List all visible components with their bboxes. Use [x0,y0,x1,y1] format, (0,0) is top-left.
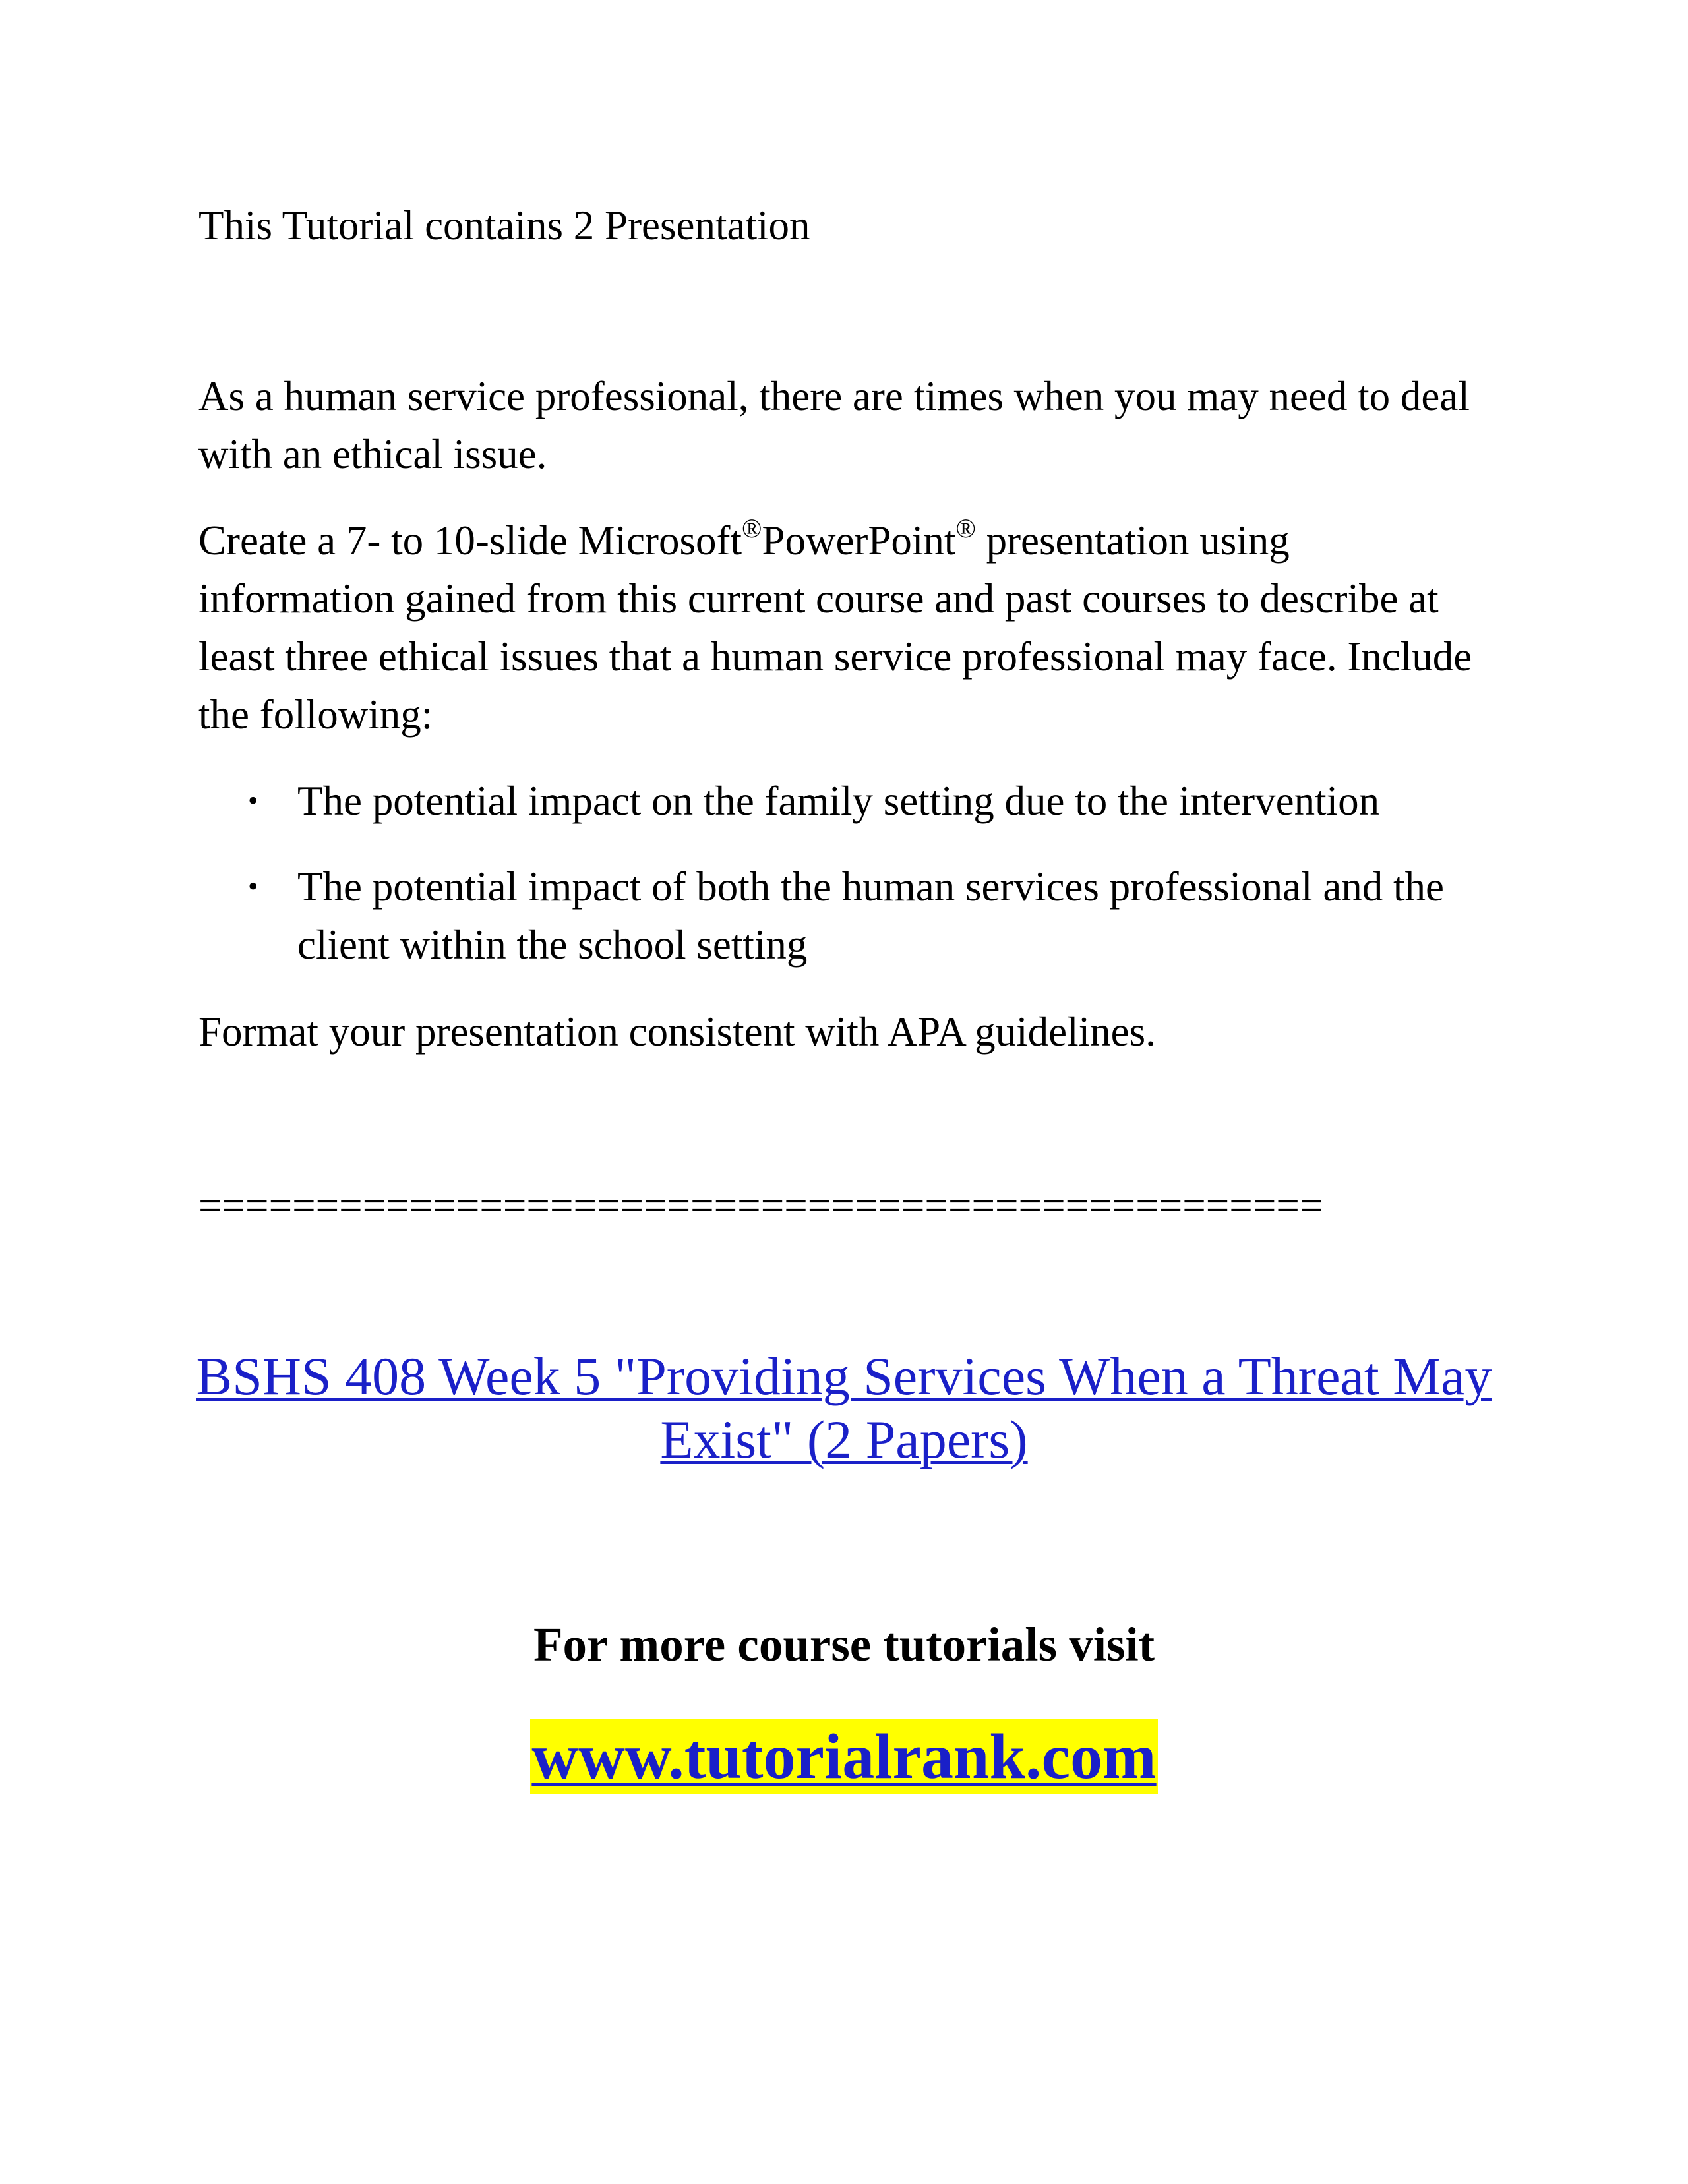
bullet-icon: • [248,784,258,817]
assignment-text-part3: presentation using information gained from this current course and past courses to describe at least three ethical issues that a human service professional may face. Include the following: [198,517,1472,738]
bullet-icon: • [248,870,258,902]
site-link[interactable]: www.tutorialrank.com [530,1719,1157,1794]
course-title-link[interactable]: BSHS 408 Week 5 "Providing Services When a Threat May Exist" (2 Papers) [196,1346,1492,1469]
list-item [198,858,1491,974]
list-item [198,772,1491,830]
site-link-container [0,1719,1688,1794]
visit-label: For more course tutorials visit [533,1618,1155,1671]
assignment-text-part1: Create a 7- to 10-slide Microsoft [198,517,742,564]
divider-line: ================================================ [198,1183,1323,1229]
intro-text: This Tutorial contains 2 Presentation [198,202,810,249]
paragraph-assignment [198,512,1491,744]
requirements-list [198,772,1491,1001]
paragraph-format: Format your presentation consistent with APA guidelines. [198,1009,1156,1055]
registered-mark: ® [955,514,976,543]
assignment-text-part2: PowerPoint [762,517,956,564]
paragraph-ethical-issue: As a human service professional, there are times when you may need to deal with an ethical issue. [198,373,1470,477]
registered-mark: ® [742,514,762,543]
list-item-text: The potential impact of both the human services professional and the client within the school setting [297,864,1444,968]
list-item-text: The potential impact on the family setting due to the intervention [297,778,1380,824]
